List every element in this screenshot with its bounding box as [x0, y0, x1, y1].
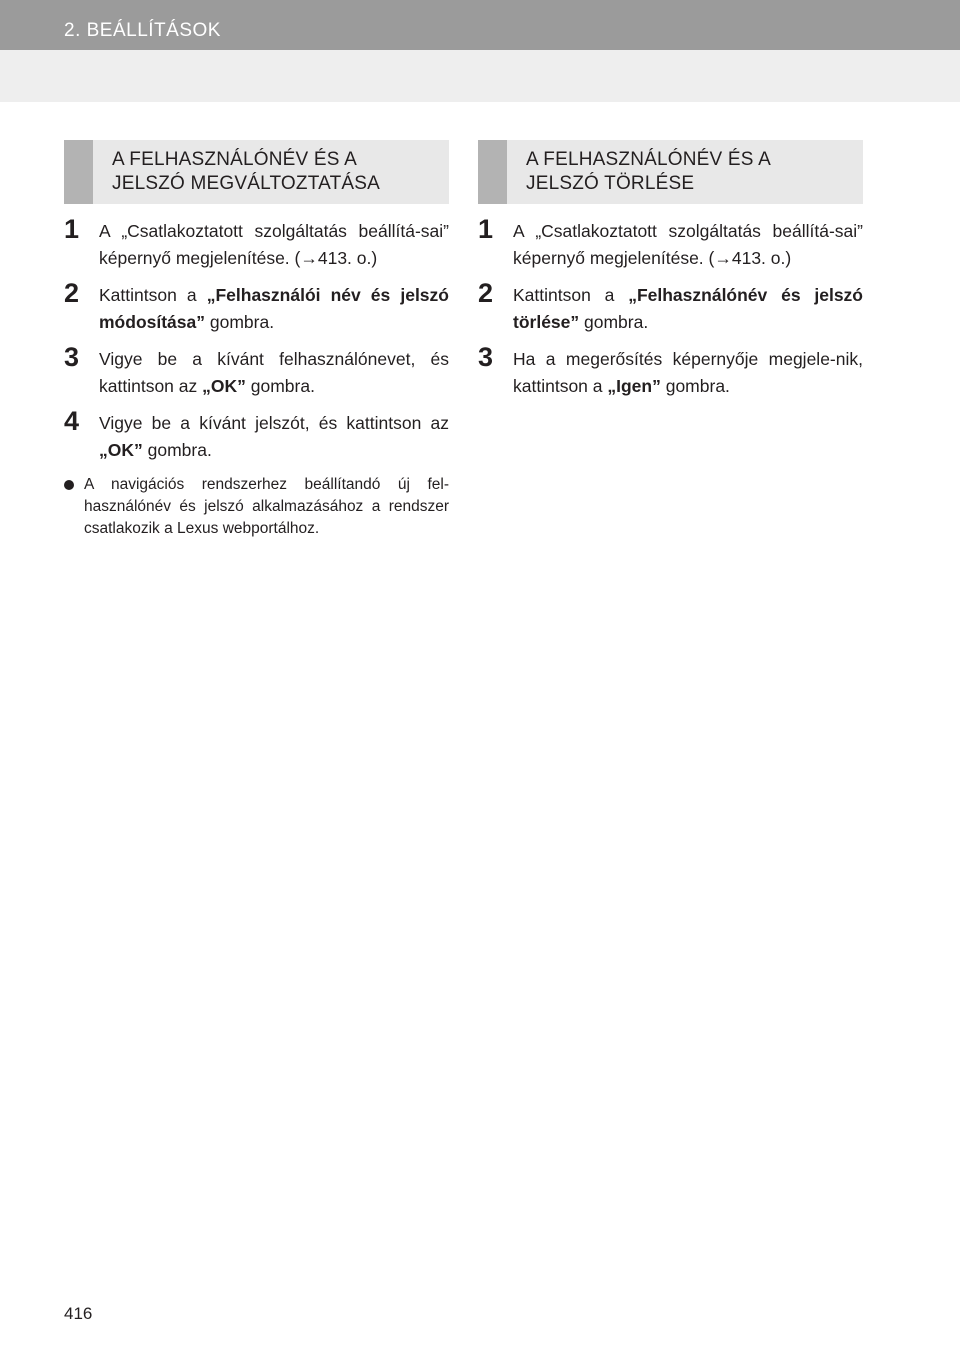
step-item: [478, 342, 863, 400]
step-text: [99, 282, 449, 336]
step-text-post: gombra.: [579, 312, 649, 332]
button-reference: „OK”: [202, 376, 246, 396]
section-heading: [112, 148, 443, 196]
step-text-post: gombra.: [245, 376, 315, 396]
step-number: 2: [64, 278, 80, 308]
step-number: 1: [64, 214, 80, 244]
section-title: 2. BEÁLLÍTÁSOK: [64, 20, 221, 41]
note-text: A navigációs rendszerhez beállítandó új fel-használónév és jelszó alkalmazásához a rendszer csatlakozik a Lexus webportálhoz.: [84, 476, 449, 537]
step-item: [478, 214, 863, 272]
step-item: [478, 278, 863, 336]
section-heading-line: JELSZÓ MEGVÁLTOZTATÁSA: [112, 173, 380, 194]
step-text: A „Csatlakoztatott szolgáltatás beállítá-sai” képernyő megjelenítése. (→413. o.): [513, 221, 863, 268]
step-item: [64, 342, 449, 400]
note-item: [64, 474, 449, 540]
section-header-change: [64, 140, 449, 204]
left-column: [64, 140, 449, 540]
step-text-pre: Kattintson a: [99, 285, 207, 305]
step-text-post: gombra.: [205, 312, 275, 332]
step-text-pre: Vigye be a kívánt jelszót, és kattintson az: [99, 413, 449, 433]
section-header-delete: [478, 140, 863, 204]
step-text-pre: Ha a megerősítés képernyője megjele-nik, kattintson a: [513, 349, 863, 396]
section-header-accent: [478, 140, 507, 204]
step-text-pre: Vigye be a kívánt felhasználónevet, és kattintson az: [99, 349, 449, 396]
section-heading: [526, 148, 857, 196]
section-heading-line: A FELHASZNÁLÓNÉV ÉS A: [112, 149, 357, 170]
bullet-icon: [64, 480, 74, 490]
step-text: [99, 346, 449, 400]
button-reference: „Felhasználói név és jelszó módosítása”: [99, 285, 449, 332]
section-heading-line: A FELHASZNÁLÓNÉV ÉS A: [526, 149, 771, 170]
page-number: 416: [64, 1304, 93, 1323]
header-band: [0, 50, 960, 102]
step-text: [513, 346, 863, 400]
step-text: [99, 410, 449, 464]
step-text-post: gombra.: [142, 440, 212, 460]
section-heading-line: JELSZÓ TÖRLÉSE: [526, 173, 695, 194]
right-column: [478, 140, 863, 400]
step-text-post: gombra.: [660, 376, 730, 396]
step-number: 3: [478, 342, 494, 372]
section-header-accent: [64, 140, 93, 204]
step-number: 3: [64, 342, 80, 372]
step-number: 4: [64, 406, 80, 436]
step-item: [64, 278, 449, 336]
step-item: [64, 214, 449, 272]
step-text: [513, 282, 863, 336]
step-number: 1: [478, 214, 494, 244]
button-reference: „Igen”: [607, 376, 661, 396]
button-reference: „OK”: [99, 440, 143, 460]
button-reference: „Felhasználónév és jelszó törlése”: [513, 285, 863, 332]
step-text-pre: Kattintson a: [513, 285, 629, 305]
step-item: [64, 406, 449, 464]
step-text: A „Csatlakoztatott szolgáltatás beállítá-sai” képernyő megjelenítése. (→413. o.): [99, 221, 449, 268]
header-bar: [0, 0, 960, 50]
step-number: 2: [478, 278, 494, 308]
